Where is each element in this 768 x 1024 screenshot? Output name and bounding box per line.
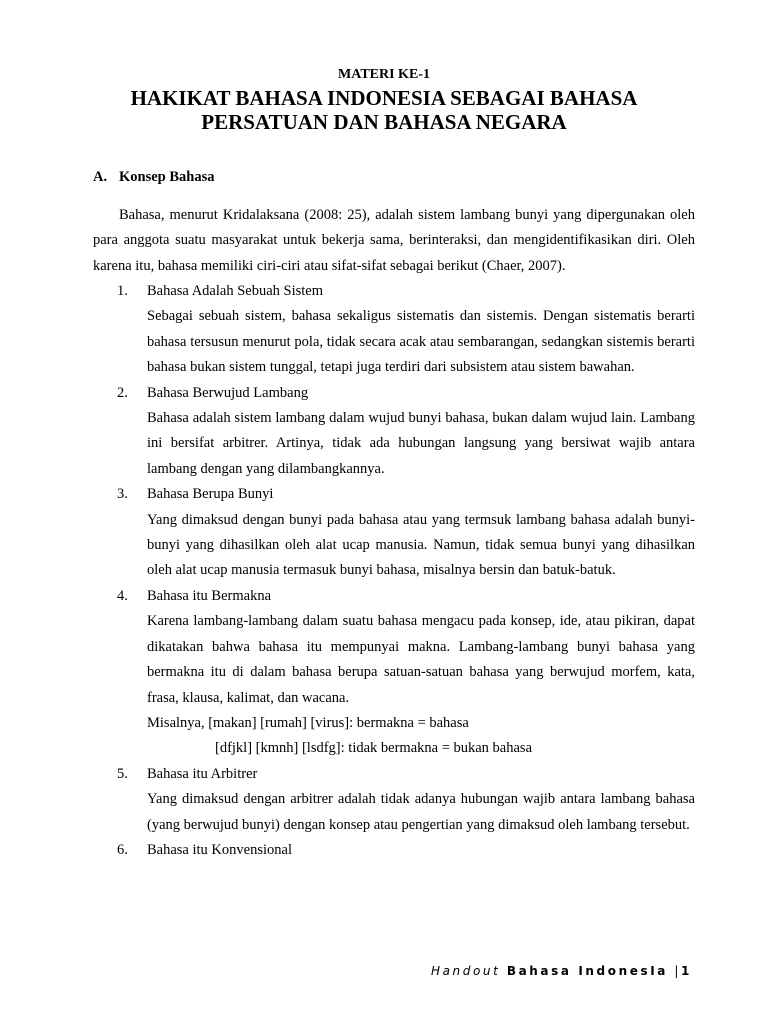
item-example-2: [dfjkl] [kmnh] [lsdfg]: tidak bermakna = bukan bahasa bbox=[215, 740, 533, 757]
title-line-2: PERSATUAN DAN BAHASA NEGARA bbox=[201, 110, 567, 134]
footer-subject: Bahasa IndonesIa bbox=[506, 964, 668, 978]
list-item bbox=[93, 482, 695, 584]
item-example-1: Misalnya, [makan] [rumah] [virus]: bermakna = bahasa bbox=[147, 714, 469, 731]
list-item bbox=[93, 762, 695, 838]
item-number: 2. bbox=[117, 384, 128, 401]
item-body: Karena lambang-lambang dalam suatu bahasa mengacu pada konsep, ide, atau pikiran, dapat dikatakan bahwa bahasa itu mempunyai makna. Lambang-lambang bunyi bahasa yang bermakna itu di dalam bahasa berupa satuan-satuan bahasa yang berwujud morfem, kata, frasa, klausa, kalimat, dan wacana. bbox=[147, 613, 695, 706]
item-heading: Bahasa Berwujud Lambang bbox=[147, 384, 309, 401]
list-item bbox=[93, 279, 695, 381]
item-body: Yang dimaksud dengan arbitrer adalah tidak adanya hubungan wajib antara lambang bahasa (yang berwujud bunyi) dengan konsep atau pengertian yang dimaksud oleh lambang tersebut. bbox=[147, 791, 695, 833]
footer-handout: Handout bbox=[430, 964, 501, 978]
page-title bbox=[0, 86, 768, 134]
item-heading: Bahasa itu Bermakna bbox=[147, 587, 272, 604]
item-heading: Bahasa Adalah Sebuah Sistem bbox=[147, 283, 323, 299]
footer-separator: | bbox=[674, 964, 682, 978]
materi-label: MATERI KE-1 bbox=[338, 67, 430, 82]
intro-paragraph: Bahasa, menurut Kridalaksana (2008: 25), adalah sistem lambang bunyi yang dipergunakan oleh para anggota suatu masyarakat untuk bekerja sama, berinteraksi, dan mengidentifikasikan diri. Oleh karena itu, bahasa memiliki ciri-ciri atau sifat-sifat sebagai berikut (Chaer, 2007). bbox=[93, 207, 695, 274]
item-body: Bahasa adalah sistem lambang dalam wujud bunyi bahasa, bukan dalam wujud lain. Lambang ini bersifat arbitrer. Artinya, tidak ada hubungan langsung yang bersiwat wajib antara lambang dengan yang dilambangkannya. bbox=[147, 410, 695, 477]
item-number: 6. bbox=[117, 841, 128, 858]
item-body: Yang dimaksud dengan bunyi pada bahasa atau yang termsuk lambang bahasa adalah bunyi-bunyi yang dihasilkan oleh alat ucap manusia. Namun, tidak semua bunyi yang dihasilkan oleh alat ucap manusia termasuk bunyi bahasa, misalnya bersin dan batuk-batuk. bbox=[147, 511, 695, 579]
list-item bbox=[93, 381, 695, 483]
item-number: 3. bbox=[117, 486, 128, 503]
page-number: 1 bbox=[681, 964, 692, 978]
section-heading bbox=[93, 168, 215, 186]
item-number: 1. bbox=[117, 283, 128, 299]
item-number: 4. bbox=[117, 587, 128, 604]
title-line-1: HAKIKAT BAHASA INDONESIA SEBAGAI BAHASA bbox=[130, 86, 638, 110]
item-heading: Bahasa itu Konvensional bbox=[147, 841, 292, 858]
item-number: 5. bbox=[117, 765, 128, 782]
characteristics-list bbox=[93, 279, 695, 863]
section-title: Konsep Bahasa bbox=[119, 169, 215, 185]
section-letter: A. bbox=[93, 169, 108, 185]
list-item bbox=[93, 584, 695, 762]
item-body: Sebagai sebuah sistem, bahasa sekaligus sistematis dan sistemis. Dengan sistematis berarti bahasa tersusun menurut pola, tidak secara acak atau sembarangan, sedangkan sistemis berarti bahasa bukan sistem tunggal, tetapi juga terdiri dari subsistem atau sistem bawahan. bbox=[147, 308, 695, 376]
item-heading: Bahasa Berupa Bunyi bbox=[147, 486, 274, 503]
item-heading: Bahasa itu Arbitrer bbox=[147, 765, 258, 782]
list-item bbox=[93, 838, 695, 863]
page-footer bbox=[431, 963, 692, 979]
